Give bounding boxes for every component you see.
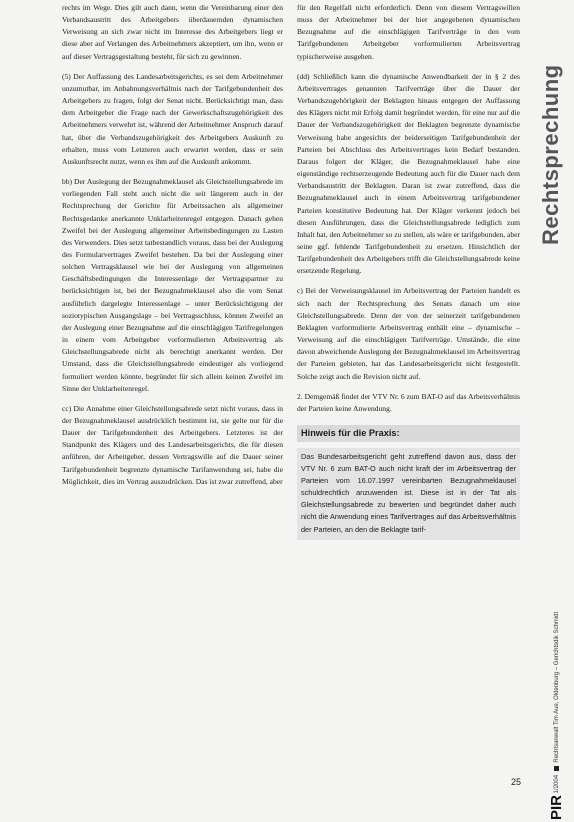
issue-label: 1/2004	[554, 774, 560, 794]
practice-hint-text: Das Bundesarbeitsgericht geht zutreffend davon aus, dass der VTV Nr. 6 zum BAT-O auch nicht kraft der im Arbeitsvertrag der Parteien vom 16.07.1997 vereinbarten Bezugnahmeklausel schuldrechtlich anzuwenden ist. Diese ist in der Tat als Gleichstellungsabrede zu bewerten und begründet daher auch nicht die Anwendung eines Tarifvertrages auf das Arbeitsverhältnis der Parteien, an den die Beklagte tarif-	[297, 448, 520, 540]
journal-footer	[548, 568, 565, 820]
practice-hint-title: Hinweis für die Praxis:	[297, 425, 520, 442]
body-paragraph: 2. Demgemäß findet der VTV Nr. 6 zum BAT-O auf das Arbeitsverhältnis der Parteien keine Anwendung.	[297, 391, 520, 413]
authors-label: Rechtsanwalt Tim Aue, Oldenburg – Gerichtsdik Schmidt	[554, 611, 560, 763]
journal-logo: PIR	[548, 794, 565, 820]
section-title: Rechtsprechung	[538, 64, 563, 245]
body-paragraph: bb) Der Auslegung der Bezugnahmeklausel als Gleichstellungsabrede im vorliegenden Fall steht auch nicht die seit längerem auch in der Rechtsprechung der Gerichte für Arbeitssachen als allgemeiner Rechtsgedanke anerkannte Unklarheitenregel entgegen. Danach gehen Zweifel bei der Auslegung allgemeiner Arbeitsbedingungen zu Lasten des Verwenders. Dies setzt tatbestandlich voraus, dass bei der Auslegung des Formularvertrages Zweifel bestehen. Da bei der Auslegung einer solchen Vertragsklausel wie bei der Auslegung von allgemeinen Geschäftsbedingungen die Interessenlage der Vertragspartner zu berücksichtigen ist, bei der Bezugnahmeklausel also die vom Senat ausführlich dargelegte Interessenlage – unter Berücksichtigung der soziotypischen Ausgangslage – bei Vertragsschluss, können Zweifel an der Auslegung einer Bezugnahme auf die einschlägigen Tarifregelungen in einem vom Arbeitgeber vorformulierten Arbeitsvertrag als Gleichstellungsabrede nicht als berechtigt anerkannt werden. Der Umstand, dass die Gleichstellungsabrede eindeutiger als vorliegend formuliert werden könnte, begründet für sich allein keinen Zweifel im Sinne der Unklarheitenregel.	[62, 177, 283, 393]
body-paragraph: cc) Die Annahme einer Gleichstellungsabrede setzt nicht voraus, dass in der Bezugnahmeklausel ausdrücklich bestimmt ist, sie gelte nur für die Dauer der Tarifgebundenheit des Arbeitgebers. Letzteres ist der Standpunkt des Klägers und des Landesarbeitsgerichts, die für diesen anführen, der Arbeitgeber, dessen Vertragswille auf die Dauer seiner Tarifgebundenheit begrenzte dynamische Tarifanwendung sei, habe die Möglichkeit, dies im Vertrag auszudrücken. Das ist zwar zutreffend, aber	[62, 403, 283, 486]
square-icon	[555, 766, 560, 771]
body-paragraph: rechts im Wege. Dies gilt auch dann, wenn die Vereinbarung einer den Verbandsaustritt des Arbeitgebers überdauernden dynamischen Verweisung an sich zwar nicht im Interesse des Arbeitgebers liegt er diese aber auf Verlangen des Arbeitnehmers akzeptiert, um ihn, wenn er auf dieser Vertragsgestaltung besteht, für sich zu gewinnen.	[62, 3, 283, 61]
left-column	[62, 2, 283, 496]
body-paragraph: (dd) Schließlich kann die dynamische Anwendbarkeit der in § 2 des Arbeitsvertrages genannten Tarifverträge über die Dauer der Verbandszugehörigkeit der Beklagten hinaus entgegen der Auffassung des Klägers nicht mit Erfolg damit begründet werden, für eine nur auf die Dauer der Verbandszugehörigkeit der Beklagten begrenzte dynamische Verweisung habe angesichts der beiderseitigen Tarifgebundenheit der Parteien bei Abschluss des Arbeitsvertrages kein Bedarf bestanden. Daraus folgert der Kläger, die Bezugnahmeklausel habe eine eigenständige rechtserzeugende Bedeutung auch für die Dauer nach dem Verbandsaustritt der Beklagten. Daran ist zwar zutreffend, dass die Bezugnahmeklausel auch in einem Arbeitsvertrag tarifgebundener Parteien konstitutive Bedeutung hat. Der Kläger verkennt jedoch bei diesen Ausführungen, dass die Gleichstellungsabrede lediglich zum Inhalt hat, den Arbeitnehmer so zu stellen, als wäre er tarifgebunden, aber seine ggf. fehlende Tarifgebundenheit zu ersetzen. Hinsichtlich der Tarifgebundenheit des Arbeitgebers trifft die Gleichstellungsabrede keine ersetzende Regelung.	[297, 71, 520, 276]
body-paragraph: (5) Der Auffassung des Landesarbeitsgerichts, es sei dem Arbeitnehmer unzumutbar, im Anbahnungsverhältnis nach der Tarifgebundenheit des Arbeitgebers zu fragen, folgt der Senat nicht. Berücksichtigt man, dass dem Arbeitgeber die Frage nach der Gewerkschaftszugehörigkeit des Arbeitnehmers verwehrt ist, während der Arbeitnehmer Anspruch darauf hat, über die Verbandszugehörigkeit des Arbeitgebers Auskunft zu erhalten, muss vom Letzteren auch erwartet werden, dass er sein Auskunftsrecht nutzt, wenn es ihm auf die Auskunft ankommt.	[62, 71, 283, 166]
right-column	[297, 2, 520, 540]
body-paragraph: c) Bei der Verweisungsklausel im Arbeitsvertrag der Parteien handelt es sich nach der Rechtsprechung des Senats danach um eine Gleichstellungsabrede. Denn der von der seinerzeit tarifgebundenen Beklagten vorformulierte Arbeitsvertrag enthält eine – dynamische – Verweisung auf die einschlägigen Tarifverträge. Umstände, die eine davon abweichende Auslegung der Bezugnahmeklausel im Arbeitsvertrag der Parteien gebieten, hat das Landesarbeitsgericht nicht festgestellt. Solche zeigt auch die Revision nicht auf.	[297, 286, 520, 381]
practice-hint-box	[297, 425, 520, 540]
page-number: 25	[511, 777, 522, 787]
body-paragraph: für den Regelfall nicht erforderlich. Denn von diesem Vertragswillen muss der Arbeitnehmer bei der hier angegebenen dynamischen Bezugnahme auf die einschlägigen Tarifverträge in den vom Tarifgebundenen Arbeitgeber vorformulierten Arbeitsvertrag typischerweise ausgehen.	[297, 3, 520, 61]
